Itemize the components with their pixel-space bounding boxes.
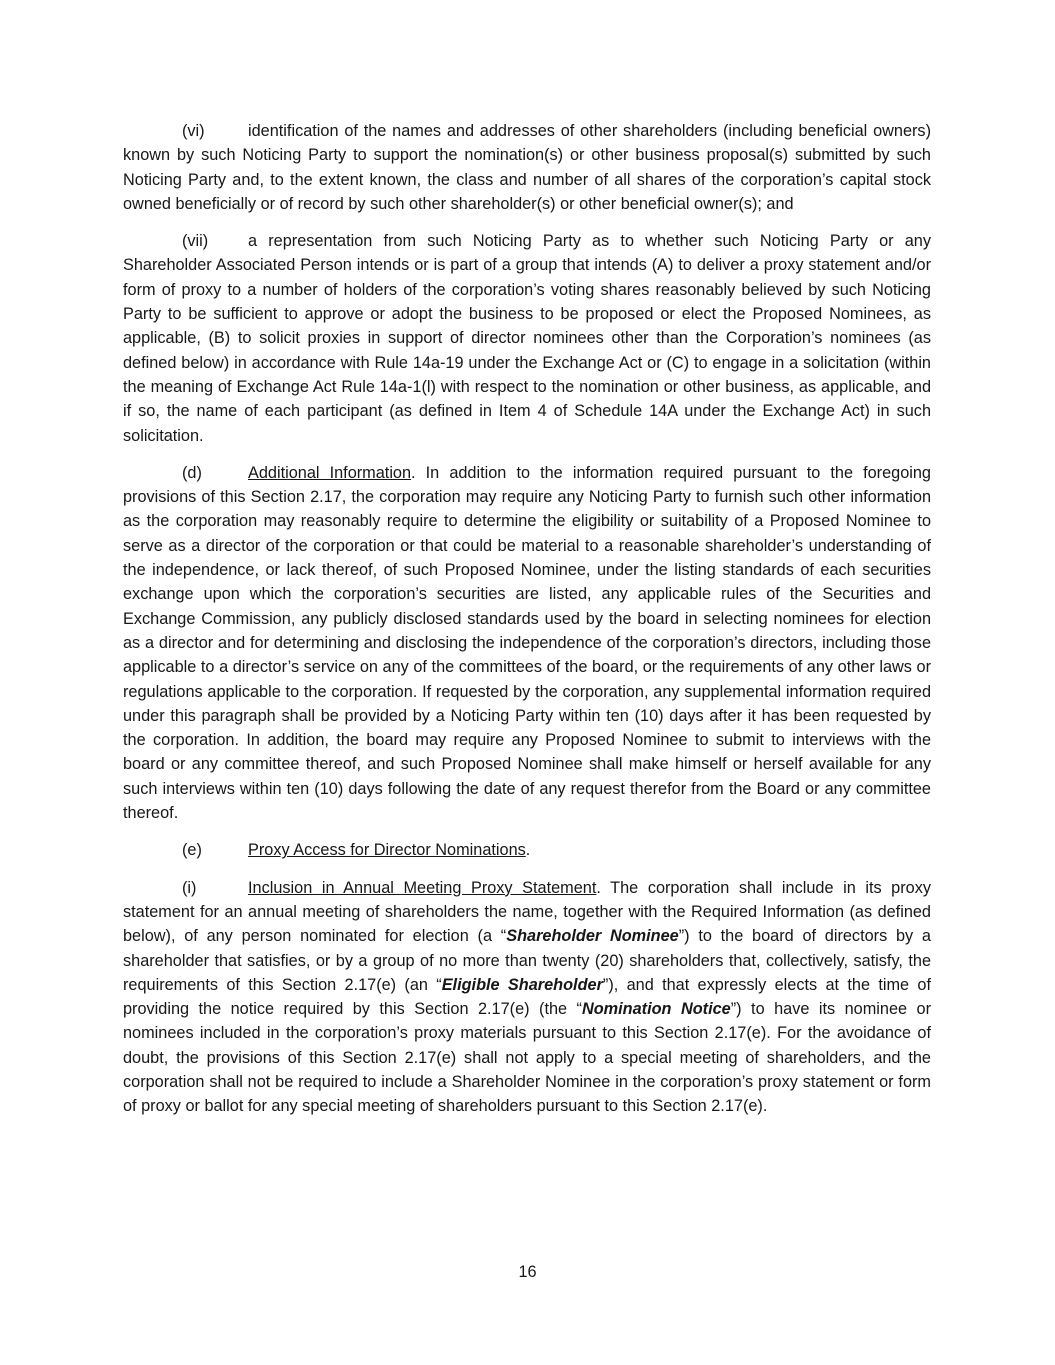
paragraph-i-inclusion-proxy-statement: [123, 876, 931, 1119]
paragraph-i-text: Inclusion in Annual Meeting Proxy Statement. The corporation shall include in its proxy statement for an annual meeting of shareholders the name, together with the Required Information (as defined below), of any person nominated for election (a “Shareholder Nominee”) to the board of directors by a shareholder that satisfies, or by a group of no more than twenty (20) shareholders that, collectively, satisfy, the requirements of this Section 2.17(e) (an “Eligible Shareholder”), and that expressly elects at the time of providing the notice required by this Section 2.17(e) (the “Nomination Notice”) to have its nominee or nominees included in the corporation’s proxy materials pursuant to this Section 2.17(e). For the avoidance of doubt, the provisions of this Section 2.17(e) shall not apply to a special meeting of shareholders, and the corporation shall not be required to include a Shareholder Nominee in the corporation’s proxy statement or form of proxy or ballot for any special meeting of shareholders pursuant to this Section 2.17(e).: [123, 878, 931, 1116]
paragraph-vi-text: identification of the names and addresses of other shareholders (including beneficial owners) known by such Noticing Party to support the nomination(s) or other business proposal(s) submitted by such Noticing Party and, to the extent known, the class and number of all shares of the corporation’s capital stock owned beneficially or of record by such other shareholder(s) or other beneficial owner(s); and: [123, 122, 931, 213]
paragraph-e-label: (e): [182, 841, 202, 860]
paragraph-d-label: (d): [182, 463, 202, 482]
paragraph-vii-label: (vii): [182, 232, 209, 251]
paragraph-vi: [123, 119, 931, 216]
paragraph-e-proxy-access-heading: [123, 838, 931, 862]
paragraph-d-additional-information: [123, 461, 931, 825]
paragraph-vi-label: (vi): [182, 122, 205, 140]
paragraph-vii-text: a representation from such Noticing Party as to whether such Noticing Party or any Shareholder Associated Person intends or is part of a group that intends (A) to deliver a proxy statement and/or form of proxy to a number of holders of the corporation’s voting shares reasonably believed by such Noticing Party to be sufficient to approve or adopt the business to be proposed or elect the Proposed Nominees, as applicable, (B) to solicit proxies in support of director nominees other than the Corporation’s nominees (as defined below) in accordance with Rule 14a-19 under the Exchange Act or (C) to engage in a solicitation (within the meaning of Exchange Act Rule 14a-1(l) with respect to the nomination or other business, as applicable, and if so, the name of each participant (as defined in Item 4 of Schedule 14A under the Exchange Act) in such solicitation.: [123, 232, 931, 445]
document-body: [123, 119, 931, 1132]
paragraph-e-text: Proxy Access for Director Nominations.: [248, 841, 531, 860]
page-number: 16: [518, 1263, 537, 1281]
paragraph-d-text: Additional Information. In addition to the information required pursuant to the foregoing provisions of this Section 2.17, the corporation may require any Noticing Party to furnish such other information as the corporation may reasonably require to determine the eligibility or suitability of a Proposed Nominee to serve as a director of the corporation or that could be material to a reasonable shareholder’s understanding of the independence, or lack thereof, of such Proposed Nominee, under the listing standards of each securities exchange upon which the corporation’s securities are listed, any applicable rules of the Securities and Exchange Commission, any publicly disclosed standards used by the board in selecting nominees for election as a director and for determining and disclosing the independence of the corporation’s directors, including those applicable to a director’s service on any of the committees of the board, or the requirements of any other laws or regulations applicable to the corporation. If requested by the corporation, any supplemental information required under this paragraph shall be provided by a Noticing Party within ten (10) days after it has been requested by the corporation. In addition, the board may require any Proposed Nominee to submit to interviews with the board or any committee thereof, and such Proposed Nominee shall make himself or herself available for any such interviews within ten (10) days following the date of any request therefor from the Board or any committee thereof.: [123, 463, 931, 823]
paragraph-i-label: (i): [182, 878, 197, 897]
paragraph-vii: [123, 229, 931, 448]
